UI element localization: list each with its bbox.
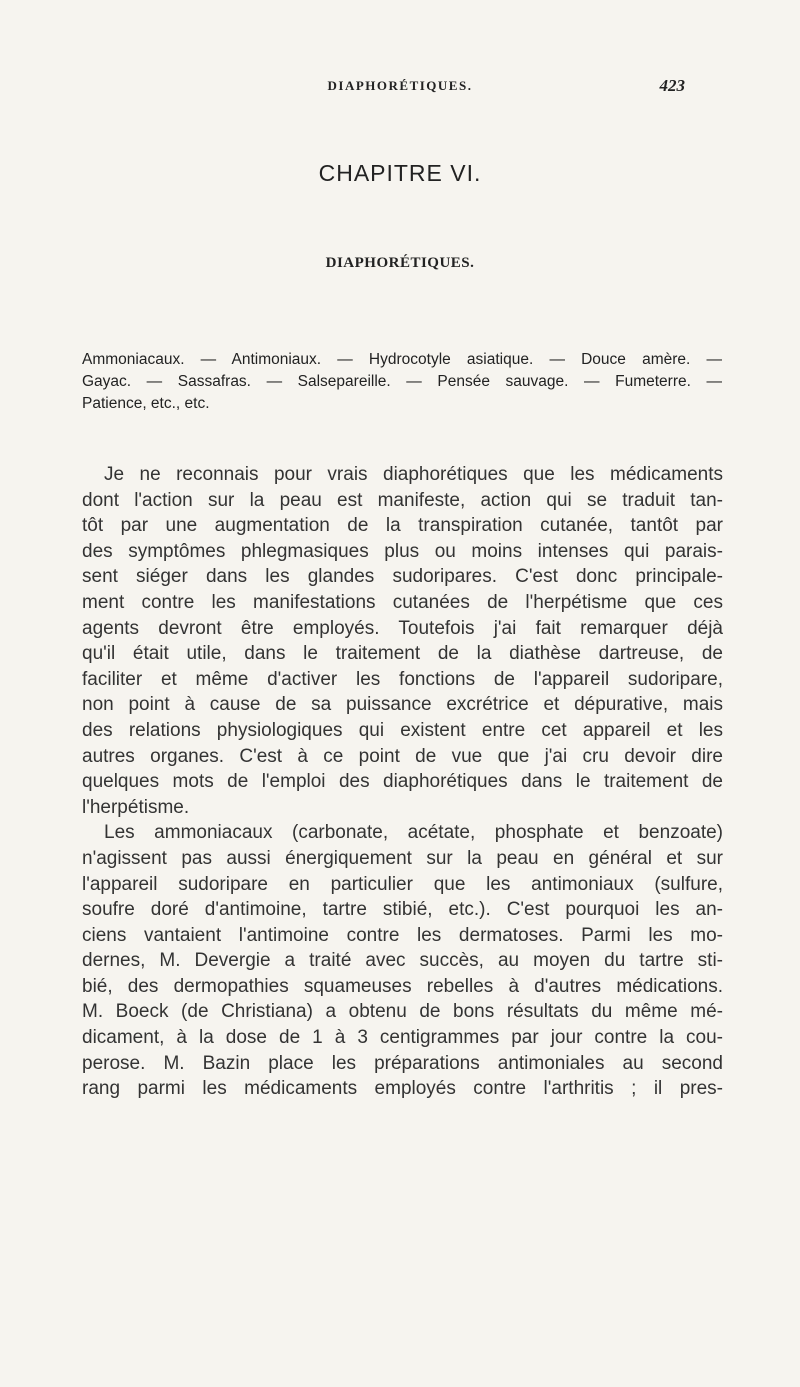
text-line: qu'il était utile, dans le traitement de la diathèse dartreuse, de [82, 643, 723, 665]
text-line: autres organes. C'est à ce point de vue que j'ai cru devoir dire [82, 745, 723, 767]
text-line: Je ne reconnais pour vrais diaphorétiques que les médicaments [104, 464, 723, 485]
chapter-title: CHAPITRE VI. [318, 160, 482, 186]
text-line: tôt par une augmentation de la transpiration cutanée, tantôt par [82, 515, 723, 537]
text-line: des relations physiologiques qui existent entre cet appareil et les [82, 719, 723, 741]
text-line: l'herpétisme. [82, 796, 190, 818]
text-line: bié, des dermopathies squameuses rebelles à d'autres médications. [82, 975, 723, 997]
summary-line: Gayac. — Sassafras. — Salsepareille. — Pensée sauvage. — Fumeterre. — [82, 373, 722, 390]
text-line: des symptômes phlegmasiques plus ou moins intenses qui parais- [82, 540, 723, 562]
section-title: DIAPHORÉTIQUES. [325, 255, 475, 271]
text-line: faciliter et même d'activer les fonctions de l'appareil sudoripare, [82, 668, 723, 690]
text-line: agents devront être employés. Toutefois j'ai fait remarquer déjà [82, 617, 723, 639]
summary-line: Ammoniacaux. — Antimoniaux. — Hydrocotyle asiatique. — Douce amère. — [82, 351, 722, 368]
text-line: sent siéger dans les glandes sudoripares. C'est donc principale- [82, 566, 723, 588]
text-line: ment contre les manifestations cutanées de l'herpétisme que ces [82, 591, 723, 613]
text-line: non point à cause de sa puissance excrétrice et dépurative, mais [82, 694, 723, 716]
text-line: dont l'action sur la peau est manifeste, action qui se traduit tan- [82, 489, 723, 511]
text-line: Les ammoniacaux (carbonate, acétate, phosphate et benzoate) [104, 822, 723, 844]
text-line: n'agissent pas aussi énergiquement sur la peau en général et sur [82, 847, 723, 869]
text-line: quelques mots de l'emploi des diaphorétiques dans le traitement de [82, 771, 723, 793]
running-head [0, 74, 800, 96]
chapter-summary [82, 349, 722, 415]
text-line: perose. M. Bazin place les préparations antimoniales au second [82, 1052, 723, 1074]
body-text [82, 462, 723, 1102]
text-line: soufre doré d'antimoine, tartre stibié, etc.). C'est pourquoi les an- [82, 899, 723, 921]
text-line: rang parmi les médicaments employés contre l'arthritis ; il pres- [82, 1078, 723, 1100]
text-line: l'appareil sudoripare en particulier que les antimoniaux (sulfure, [82, 873, 723, 895]
summary-line: Patience, etc., etc. [82, 395, 210, 412]
running-title: DIAPHORÉTIQUES. [327, 78, 473, 93]
text-line: M. Boeck (de Christiana) a obtenu de bons résultats du même mé- [82, 1001, 723, 1023]
page-number: 423 [659, 76, 685, 95]
text-line: dernes, M. Devergie a traité avec succès, au moyen du tartre sti- [82, 950, 723, 972]
text-line: ciens vantaient l'antimoine contre les dermatoses. Parmi les mo- [82, 924, 723, 946]
text-line: dicament, à la dose de 1 à 3 centigrammes par jour contre la cou- [82, 1027, 723, 1049]
